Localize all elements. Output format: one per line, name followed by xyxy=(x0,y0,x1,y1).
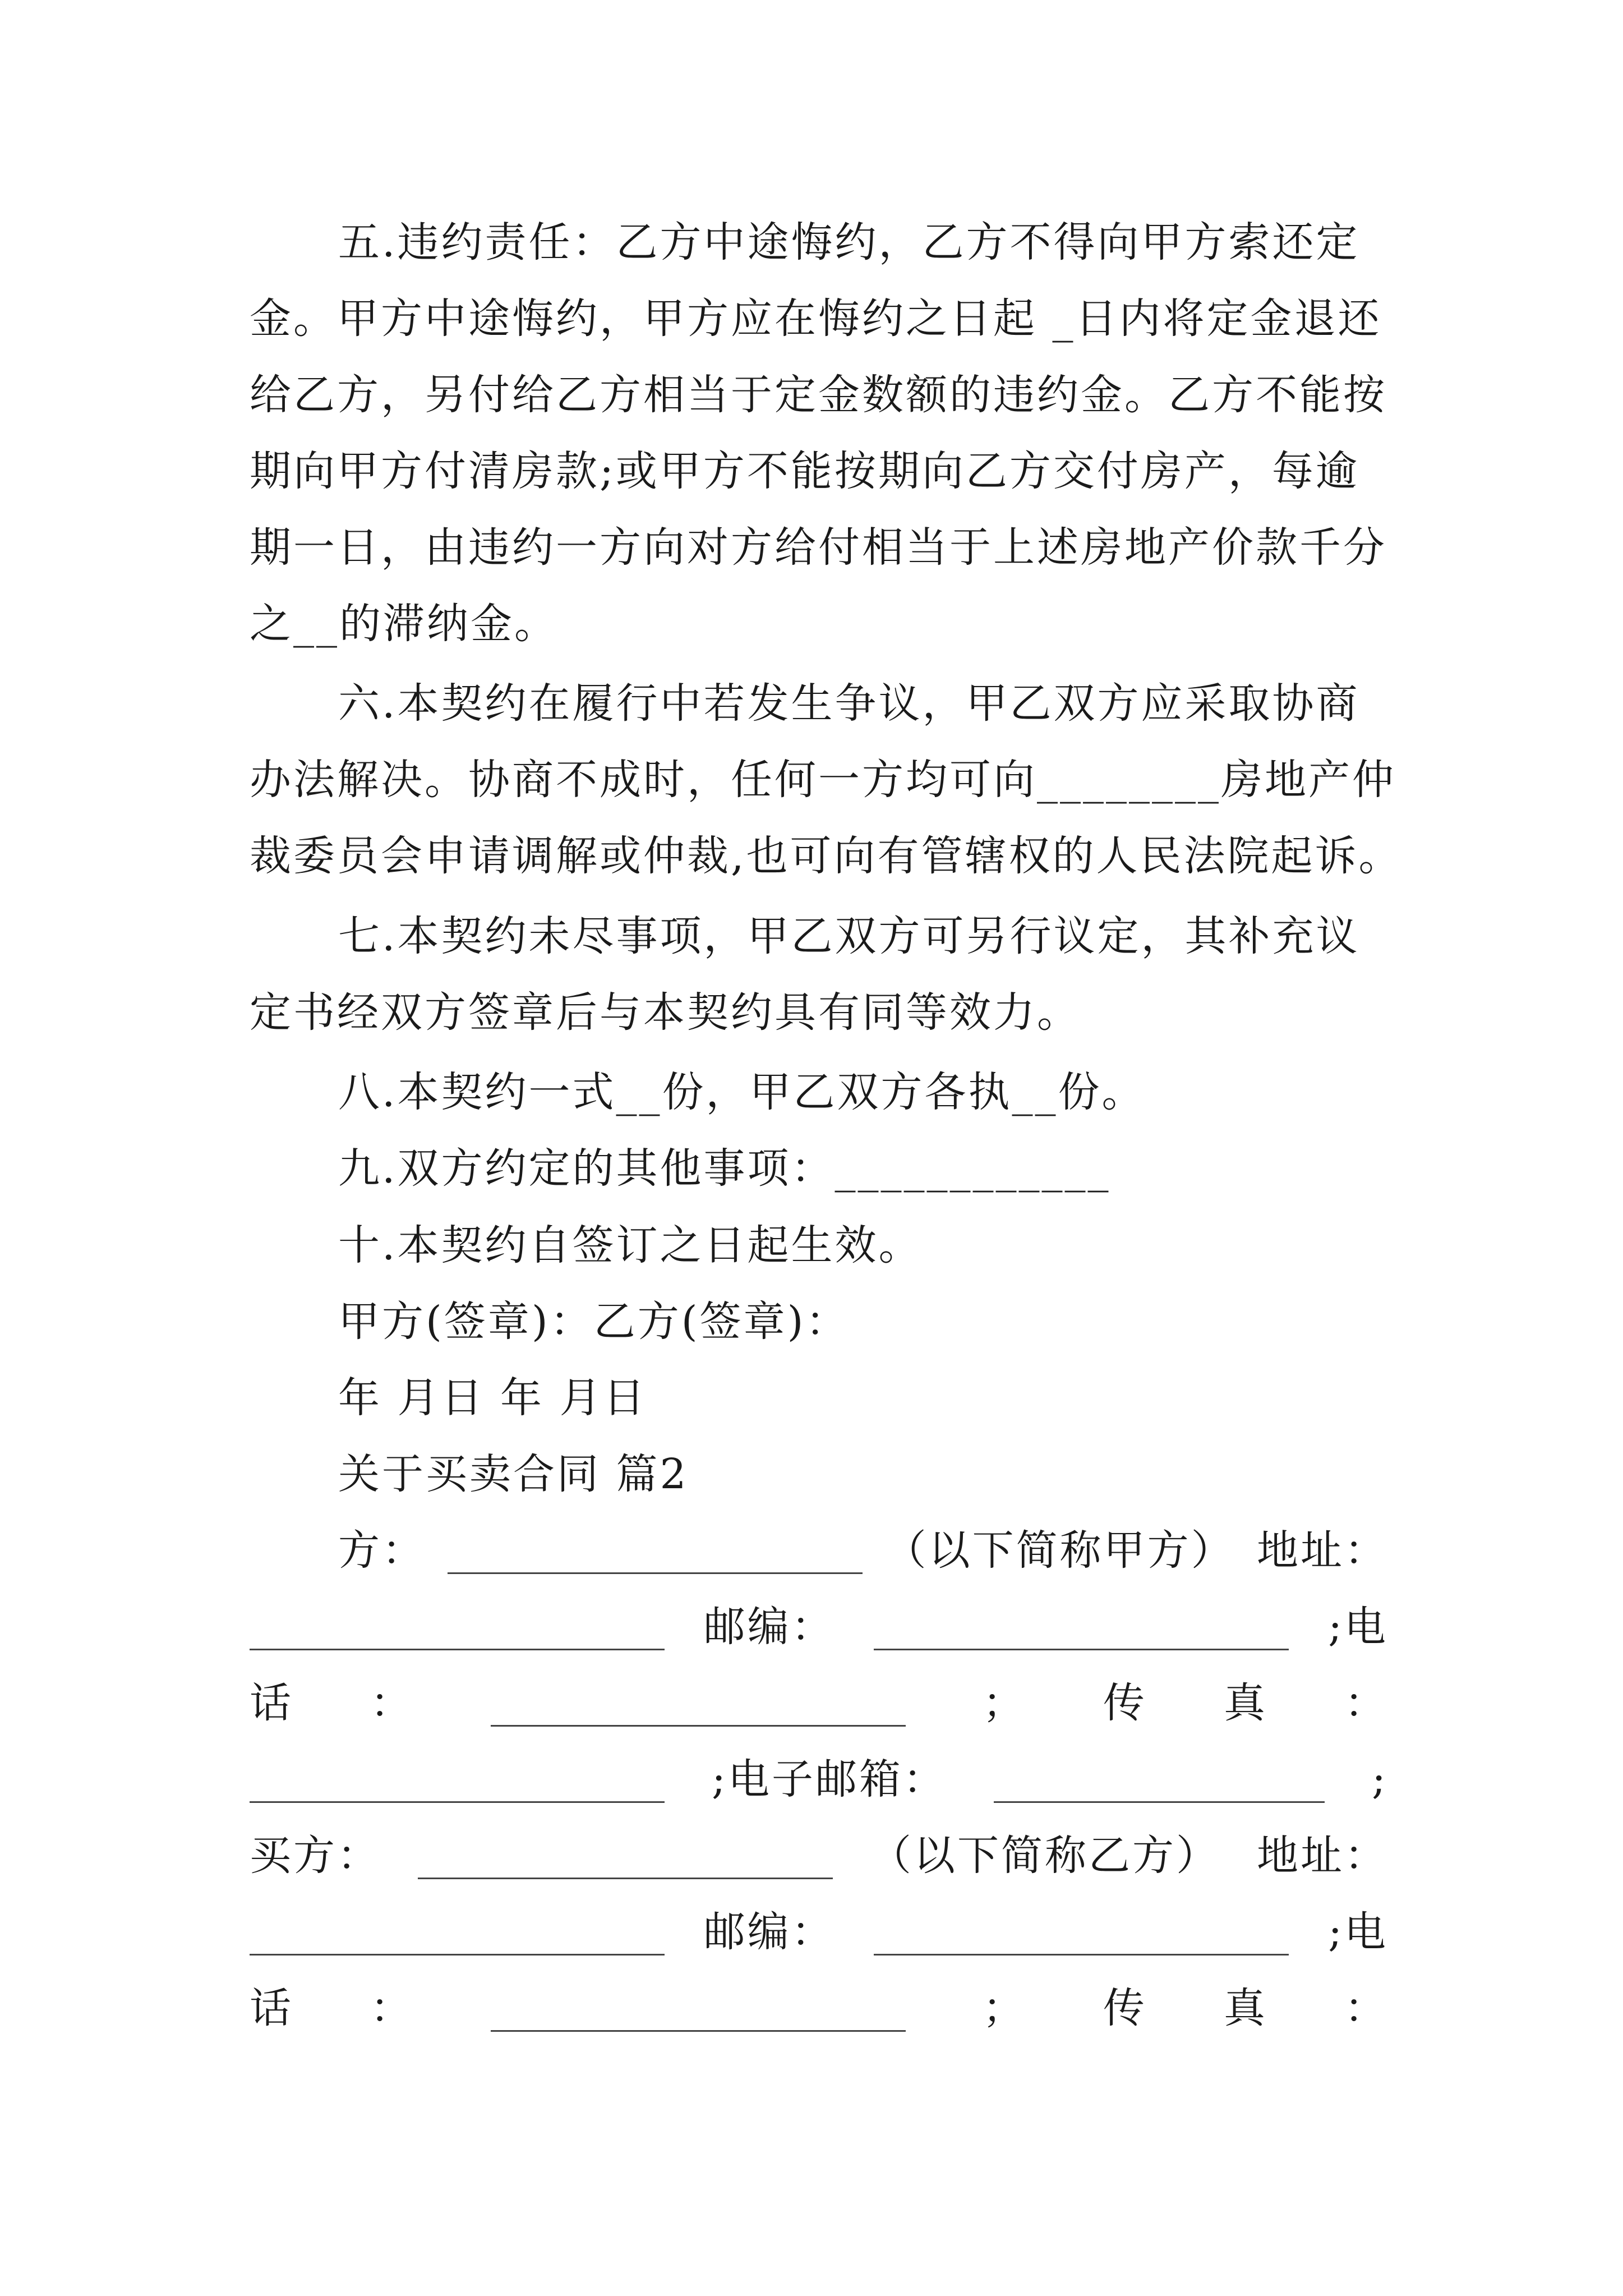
party-a-name-row xyxy=(338,1517,1388,1584)
party-b-name-row xyxy=(250,1822,1388,1889)
party-b-address-field[interactable] xyxy=(250,1909,665,1955)
clause-5-line-6: 之__的滞纳金。 xyxy=(250,600,558,648)
party-a-email-field[interactable] xyxy=(994,1756,1325,1803)
party-b-phone-label-cont: 话 xyxy=(250,1984,293,2032)
party-a-email-label: ;电子邮箱： xyxy=(712,1755,947,1803)
party-a-fax-colon: ： xyxy=(1344,1679,1388,1727)
party-a-name-field[interactable] xyxy=(448,1527,863,1574)
clause-5-line-2: 金。甲方中途悔约，甲方应在悔约之日起 _日内将定金退还 xyxy=(250,295,1382,343)
clause-7-line-2: 定书经双方签章后与本契约具有同等效力。 xyxy=(250,988,1081,1037)
party-a-fax-label-2: 真 xyxy=(1224,1679,1267,1727)
clause-8: 八.本契约一式__份，甲乙双方各执__份。 xyxy=(338,1068,1146,1116)
party-b-name-label: 买方： xyxy=(250,1832,381,1880)
date-line: 年 月日 年 月日 xyxy=(338,1374,647,1422)
signature-line: 甲方(签章)：乙方(签章)： xyxy=(338,1297,850,1346)
clause-5-line-3: 给乙方，另付给乙方相当于定金数额的违约金。乙方不能按 xyxy=(250,371,1387,419)
party-a-fax-field[interactable] xyxy=(250,1756,665,1803)
party-b-phone-semicolon: ； xyxy=(983,1984,1026,2032)
party-b-phone-field[interactable] xyxy=(491,1985,906,2032)
party-a-phone-field[interactable] xyxy=(491,1680,906,1727)
party-a-address-label: 地址： xyxy=(1256,1526,1388,1575)
clause-7-line-1: 七.本契约未尽事项，甲乙双方可另行议定，其补充议 xyxy=(338,912,1360,960)
party-b-fax-label-2: 真 xyxy=(1224,1984,1267,2032)
party-b-abbr: （以下简称乙方） xyxy=(870,1832,1220,1880)
party-a-phone-row xyxy=(250,1669,1388,1737)
party-a-phone-label-cont: 话 xyxy=(250,1679,293,1727)
party-b-name-field[interactable] xyxy=(418,1833,833,1879)
party-a-postcode-field[interactable] xyxy=(874,1604,1289,1650)
party-b-postcode-label: 邮编： xyxy=(703,1908,835,1956)
party-a-email-row xyxy=(250,1746,1388,1813)
party-b-phone-row xyxy=(250,1975,1388,2042)
party-b-address-label: 地址： xyxy=(1257,1832,1388,1880)
party-b-postcode-field[interactable] xyxy=(874,1909,1289,1955)
party-a-abbr: （以下简称甲方） xyxy=(884,1526,1235,1575)
party-a-phone-semicolon: ； xyxy=(983,1679,1026,1727)
party-a-postcode-label: 邮编： xyxy=(703,1603,835,1651)
party-b-phone-label: ;电 xyxy=(1328,1908,1388,1956)
party-a-phone-colon: ： xyxy=(370,1679,414,1727)
clause-5-line-1: 五.违约责任：乙方中途悔约，乙方不得向甲方索还定 xyxy=(338,218,1360,266)
section-heading: 关于买卖合同 篇2 xyxy=(338,1450,689,1498)
party-a-email-semicolon: ; xyxy=(1372,1755,1388,1803)
clause-6-line-2: 办法解决。协商不成时，任何一方均可向________房地产仲 xyxy=(250,756,1396,804)
party-b-fax-colon: ： xyxy=(1344,1984,1388,2032)
clause-5-line-4: 期向甲方付清房款;或甲方不能按期向乙方交付房产，每逾 xyxy=(250,447,1359,495)
party-a-fax-label-1: 传 xyxy=(1103,1679,1147,1727)
clause-6-line-1: 六.本契约在履行中若发生争议，甲乙双方应采取协商 xyxy=(338,679,1360,728)
clause-10: 十.本契约自签订之日起生效。 xyxy=(338,1221,923,1269)
clause-5-line-5: 期一日，由违约一方向对方给付相当于上述房地产价款千分 xyxy=(250,523,1387,572)
party-a-name-label: 方： xyxy=(338,1526,426,1575)
party-b-address-row xyxy=(250,1898,1388,1966)
party-a-address-row xyxy=(250,1593,1388,1660)
party-b-fax-label-1: 传 xyxy=(1103,1984,1147,2032)
party-a-address-field[interactable] xyxy=(250,1604,665,1650)
clause-6-line-3: 裁委员会申请调解或仲裁,也可向有管辖权的人民法院起诉。 xyxy=(250,832,1403,880)
clause-9: 九.双方约定的其他事项：____________ xyxy=(338,1144,1111,1193)
party-b-phone-colon: ： xyxy=(370,1984,414,2032)
party-a-phone-label: ;电 xyxy=(1328,1603,1388,1651)
